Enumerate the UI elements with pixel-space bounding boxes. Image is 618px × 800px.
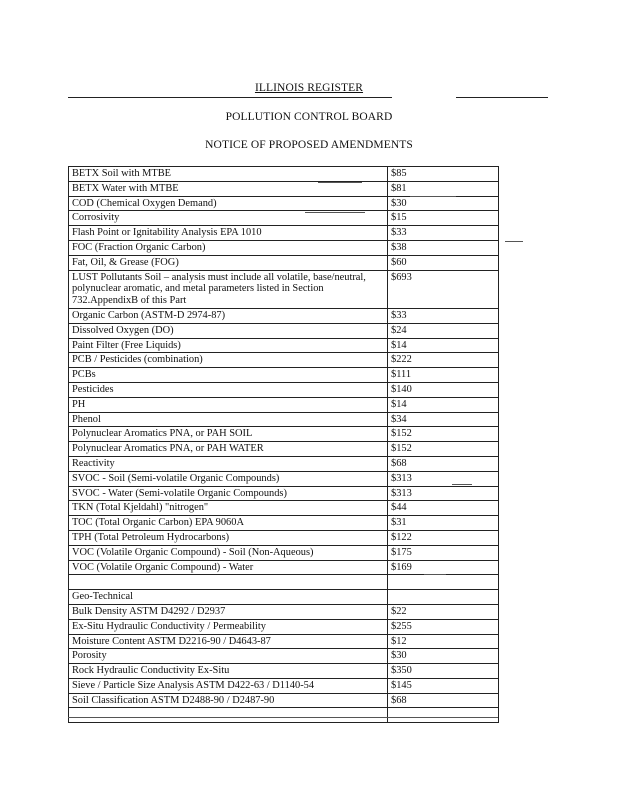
fee-row (69, 560, 499, 575)
fee-price (388, 575, 499, 590)
fee-item: Geo-Technical (69, 590, 388, 605)
scan-mark (424, 574, 446, 575)
fee-price: $85 (388, 167, 499, 182)
fee-price: $350 (388, 664, 499, 679)
fee-price: $33 (388, 226, 499, 241)
scan-mark (505, 241, 523, 242)
fee-price: $14 (388, 338, 499, 353)
fee-item: TPH (Total Petroleum Hydrocarbons) (69, 530, 388, 545)
fee-row (69, 530, 499, 545)
fee-price: $255 (388, 619, 499, 634)
header-rule-right (456, 97, 548, 98)
fee-price: $313 (388, 471, 499, 486)
fee-item: SVOC - Soil (Semi-volatile Organic Compounds) (69, 471, 388, 486)
fee-price: $152 (388, 427, 499, 442)
fee-row (69, 196, 499, 211)
fee-row (69, 575, 499, 590)
fee-item: Rock Hydraulic Conductivity Ex-Situ (69, 664, 388, 679)
fee-row (69, 516, 499, 531)
fee-row (69, 486, 499, 501)
fee-price: $68 (388, 456, 499, 471)
fee-row (69, 368, 499, 383)
fee-item: Polynuclear Aromatics PNA, or PAH SOIL (69, 427, 388, 442)
fee-item: Sieve / Particle Size Analysis ASTM D422-63 / D1140-54 (69, 678, 388, 693)
fee-price: $31 (388, 516, 499, 531)
fee-price: $14 (388, 397, 499, 412)
fee-item: Soil Classification ASTM D2488-90 / D2487-90 (69, 693, 388, 708)
fee-item: COD (Chemical Oxygen Demand) (69, 196, 388, 211)
fee-price: $122 (388, 530, 499, 545)
fee-price: $222 (388, 353, 499, 368)
fee-item: Porosity (69, 649, 388, 664)
fee-row (69, 270, 499, 308)
fee-item (69, 575, 388, 590)
fee-row (69, 211, 499, 226)
fee-item: VOC (Volatile Organic Compound) - Water (69, 560, 388, 575)
fee-row (69, 397, 499, 412)
fee-row (69, 545, 499, 560)
fee-row (69, 427, 499, 442)
fee-row (69, 382, 499, 397)
fee-price: $693 (388, 270, 499, 308)
fee-row (69, 240, 499, 255)
fee-item: Paint Filter (Free Liquids) (69, 338, 388, 353)
fee-row (69, 471, 499, 486)
fee-item: Moisture Content ASTM D2216-90 / D4643-87 (69, 634, 388, 649)
register-title: ILLINOIS REGISTER (254, 82, 364, 94)
fee-row (69, 456, 499, 471)
fee-item: FOC (Fraction Organic Carbon) (69, 240, 388, 255)
fee-price (388, 590, 499, 605)
fee-row (69, 255, 499, 270)
fee-price: $60 (388, 255, 499, 270)
fee-price: $30 (388, 649, 499, 664)
fee-item: Reactivity (69, 456, 388, 471)
fee-item: Fat, Oil, & Grease (FOG) (69, 255, 388, 270)
fee-price: $169 (388, 560, 499, 575)
fee-item: Ex-Situ Hydraulic Conductivity / Permeability (69, 619, 388, 634)
fee-price: $30 (388, 196, 499, 211)
fee-row (69, 323, 499, 338)
fee-item: BETX Soil with MTBE (69, 167, 388, 182)
scan-mark (305, 212, 365, 213)
scan-mark (452, 484, 472, 485)
fee-price: $175 (388, 545, 499, 560)
fee-row (69, 708, 499, 723)
fee-price: $152 (388, 442, 499, 457)
fee-item: PCB / Pesticides (combination) (69, 353, 388, 368)
fee-price: $33 (388, 308, 499, 323)
fee-item: Organic Carbon (ASTM-D 2974-87) (69, 308, 388, 323)
fee-price: $12 (388, 634, 499, 649)
fee-item (69, 708, 388, 723)
fee-row (69, 181, 499, 196)
fee-price: $81 (388, 181, 499, 196)
fee-row (69, 664, 499, 679)
scan-mark (410, 196, 456, 197)
fee-item: TOC (Total Organic Carbon) EPA 9060A (69, 516, 388, 531)
fee-table (68, 166, 499, 723)
fee-price: $68 (388, 693, 499, 708)
fee-item: Flash Point or Ignitability Analysis EPA 1010 (69, 226, 388, 241)
fee-row (69, 619, 499, 634)
fee-row (69, 501, 499, 516)
fee-item: SVOC - Water (Semi-volatile Organic Compounds) (69, 486, 388, 501)
fee-price: $313 (388, 486, 499, 501)
fee-item: LUST Pollutants Soil – analysis must include all volatile, base/neutral, polynuclear aromatic, and metal parameters listed in Section 732.AppendixB of this Part (69, 270, 388, 308)
fee-row (69, 412, 499, 427)
fee-price (388, 708, 499, 723)
fee-price: $15 (388, 211, 499, 226)
scan-mark (68, 717, 498, 718)
fee-item: Pesticides (69, 382, 388, 397)
fee-row (69, 308, 499, 323)
fee-price: $111 (388, 368, 499, 383)
fee-item: Phenol (69, 412, 388, 427)
fee-row (69, 634, 499, 649)
fee-item: Polynuclear Aromatics PNA, or PAH WATER (69, 442, 388, 457)
fee-row (69, 167, 499, 182)
fee-row (69, 649, 499, 664)
fee-price: $24 (388, 323, 499, 338)
fee-item: Corrosivity (69, 211, 388, 226)
fee-item: PH (69, 397, 388, 412)
fee-item: Bulk Density ASTM D4292 / D2937 (69, 604, 388, 619)
board-title: POLLUTION CONTROL BOARD (225, 111, 393, 123)
fee-row (69, 678, 499, 693)
fee-row (69, 604, 499, 619)
fee-row (69, 693, 499, 708)
fee-row (69, 338, 499, 353)
fee-row (69, 442, 499, 457)
fee-row (69, 226, 499, 241)
fee-price: $34 (388, 412, 499, 427)
fee-price: $38 (388, 240, 499, 255)
fee-price: $145 (388, 678, 499, 693)
fee-row (69, 590, 499, 605)
scan-mark (318, 182, 362, 183)
fee-item: TKN (Total Kjeldahl) "nitrogen" (69, 501, 388, 516)
fee-table-body (69, 167, 499, 723)
fee-price: $44 (388, 501, 499, 516)
notice-title: NOTICE OF PROPOSED AMENDMENTS (205, 139, 413, 151)
fee-item: PCBs (69, 368, 388, 383)
fee-row (69, 353, 499, 368)
fee-item: Dissolved Oxygen (DO) (69, 323, 388, 338)
fee-item: BETX Water with MTBE (69, 181, 388, 196)
fee-item: VOC (Volatile Organic Compound) - Soil (Non-Aqueous) (69, 545, 388, 560)
fee-price: $22 (388, 604, 499, 619)
fee-price: $140 (388, 382, 499, 397)
header-rule-left (68, 97, 392, 98)
